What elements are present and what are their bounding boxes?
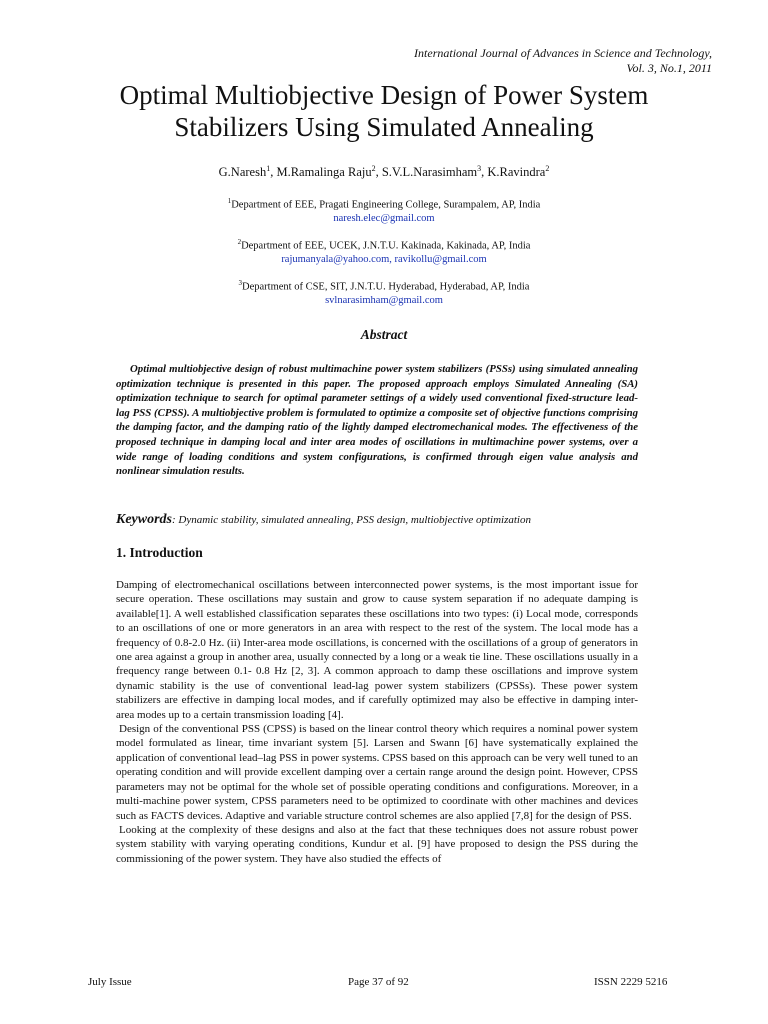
affil-email[interactable]: svlnarasimham@gmail.com: [325, 294, 443, 306]
author-affil-mark: 3: [477, 164, 482, 173]
affil-email[interactable]: rajumanyala@yahoo.com, ravikollu@gmail.com: [281, 253, 487, 265]
introduction-body: [116, 578, 638, 866]
affil-mark: 1: [227, 197, 232, 205]
abstract-heading: Abstract: [360, 327, 408, 342]
affil-text: Department of EEE, Pragati Engineering College, Surampalem, AP, India: [231, 199, 541, 211]
paragraph: Design of the conventional PSS (CPSS) is based on the linear control theory which requires a nominal power system model formulated as linear, time invariant system [5]. Larsen and Swann [6] have systematically explained the application of conventional lead–lag PSS in power systems. CPSS based on this approach can be very well tuned to an operating condition and will provide excellent damping over a certain range around the design point. However, CPSS parameters may not be optimal for the whole set of possible operating conditions and configurations. Moreover, in a multi-machine power system, CPSS parameters need to be optimized to coordinate with other machines and devices such as FACTS devices. Adaptive and variable structure control schemes are also applied [7,8] for the design of PSS.: [116, 723, 638, 822]
affil-mark: 2: [237, 238, 242, 246]
keywords-label: Keywords: [116, 512, 172, 527]
affil-mark: 3: [238, 279, 243, 287]
abstract-text: Optimal multiobjective design of robust multimachine power system stabilizers (PSSs) using simulated annealing optimization technique is presented in this paper. The proposed approach employs Simulated Annealing (SA) optimization technique to search for optimal parameter settings of a widely used conventional fixed-structure lead-lag PSS (CPSS). A multiobjective problem is formulated to optimize a composite set of objective functions comprising the damping factor, and the damping ratio of the lightly damped electromechanical modes. The effectiveness of the proposed technique in damping local and inter area modes of oscillations in multimachine power systems, over a wide range of loading conditions and system configurations, is confirmed through eigen value analysis and nonlinear simulation results.: [116, 363, 638, 478]
author-name: S.V.L.Narasimham: [381, 165, 478, 180]
affil-text: Department of CSE, SIT, J.N.T.U. Hyderabad, Hyderabad, AP, India: [242, 281, 530, 293]
journal-name: International Journal of Advances in Science and Technology,: [414, 46, 712, 60]
author-affil-mark: 1: [266, 164, 271, 173]
author-name: G.Naresh: [218, 165, 267, 180]
affiliation-3: [60, 277, 708, 307]
affiliation-1: [60, 195, 708, 225]
paragraph: Damping of electromechanical oscillations between interconnected power systems, is the most important issue for secure operation. These oscillations may sustain and grow to cause system separation if no adequate damping is available[1]. A well established classification separates these oscillations into two types: (i) Local mode, corresponds to an oscillations of one or more generators in an area with respect to the rest of the system. The local mode has a frequency of 0.8-2.0 Hz. (ii) Inter-area mode oscillations, is concerned with the oscillations of a group of generators in one area against a group in another area, usually connected by a long or a weak tie line. These oscillations usually in a frequency range between 0.1- 0.8 Hz [2, 3]. A common approach to damp these oscillations and improve system dynamic stability is the use of conventional lead-lag power system stabilizers (CPSSs). These power system stabilizers are effective in damping local modes, and if carefully optimized may also be effective in damping inter-area modes up to a certain transmission loading [4].: [116, 579, 638, 721]
footer-issn: ISSN 2229 5216: [594, 976, 668, 988]
author-name: M.Ramalinga Raju: [276, 165, 372, 180]
paragraph: Looking at the complexity of these designs and also at the fact that these techniques does not assure robust power system stability with varying operating conditions, Kundur et al. [9] have proposed to design the PSS during the commissioning of the power system. They have also studied the effects of: [116, 823, 638, 865]
author-list: G.Naresh$^1$, M.Ramalinga Raju$^2$, S.V.L.Narasimham$^3$, K.Ravindra$^2$: [218, 164, 550, 180]
author-affil-mark: 2: [545, 164, 550, 173]
footer-issue: July Issue: [88, 976, 132, 988]
affil-email[interactable]: naresh.elec@gmail.com: [333, 212, 435, 224]
affil-text: Department of EEE, UCEK, J.N.T.U. Kakinada, Kakinada, AP, India: [241, 240, 531, 252]
keywords-line: [116, 512, 676, 528]
journal-header: [414, 46, 712, 76]
author-affil-mark: 2: [371, 164, 376, 173]
affiliation-2: [60, 236, 708, 266]
footer-page-number: Page 37 of 92: [348, 976, 409, 988]
section-heading-introduction: 1. Introduction: [116, 545, 203, 560]
keywords-text: : Dynamic stability, simulated annealing, PSS design, multiobjective optimization: [172, 514, 531, 526]
paper-title: [60, 79, 708, 143]
title-line-1: Optimal Multiobjective Design of Power System: [119, 80, 649, 110]
title-line-2: Stabilizers Using Simulated Annealing: [174, 112, 594, 142]
author-name: K.Ravindra: [487, 165, 546, 180]
journal-volume: Vol. 3, No.1, 2011: [626, 61, 712, 75]
